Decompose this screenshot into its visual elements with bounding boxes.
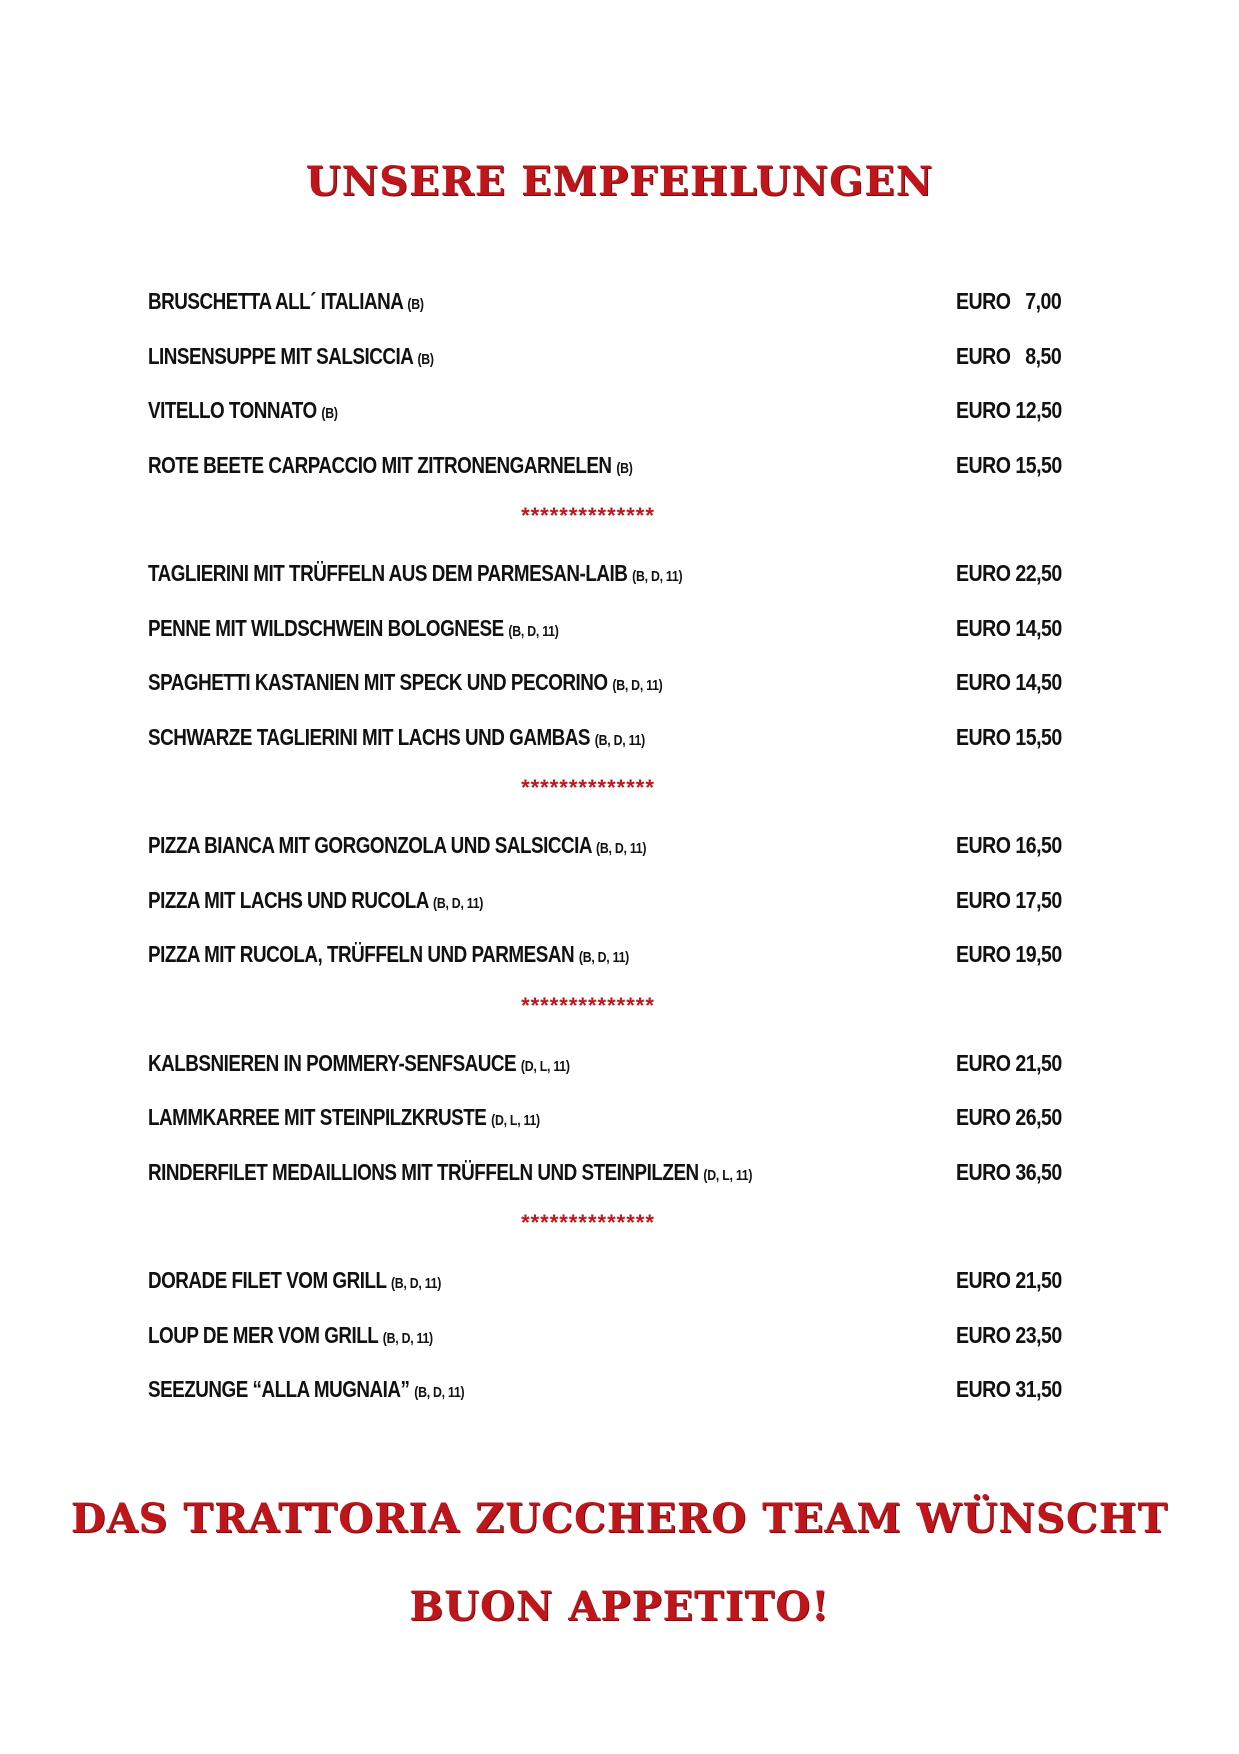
menu-item xyxy=(148,936,1088,991)
menu-item-price: EURO 22,50 xyxy=(956,560,1062,586)
menu-item-allergens: (B) xyxy=(321,405,338,422)
section-separator: ************** xyxy=(521,775,655,800)
menu-item xyxy=(148,1045,1088,1100)
menu-item-name: KALBSNIEREN IN POMMERY-SENFSAUCE (D, L, 11) xyxy=(148,1049,570,1076)
menu-item xyxy=(148,827,1088,882)
menu-item-allergens: (B, D, 11) xyxy=(414,1384,465,1401)
menu-item-price: EURO 26,50 xyxy=(956,1104,1062,1130)
menu-item-name: VITELLO TONNATO (B) xyxy=(148,397,338,423)
menu-item-allergens: (B, D, 11) xyxy=(594,731,645,749)
menu-item-name: SPAGHETTI KASTANIEN MIT SPECK UND PECORINO (B, D, 11) xyxy=(148,669,663,695)
menu-item-price: EURO 16,50 xyxy=(956,832,1062,858)
menu-item-name: SEEZUNGE “ALLA MUGNAIA” (B, D, 11) xyxy=(148,1376,465,1402)
menu-item-allergens: (B, D, 11) xyxy=(632,568,683,585)
menu-item-allergens: (B) xyxy=(407,296,424,313)
footer-buon-appetito: BUON APPETITO! xyxy=(409,1583,830,1630)
menu-item xyxy=(148,719,1088,774)
menu-item-allergens: (D, L, 11) xyxy=(703,1166,753,1184)
menu-item-name: LAMMKARREE MIT STEINPILZKRUSTE (D, L, 11) xyxy=(148,1104,540,1130)
menu-item-name: BRUSCHETTA ALL´ ITALIANA (B) xyxy=(148,288,424,314)
menu-item-name: PIZZA MIT LACHS UND RUCOLA (B, D, 11) xyxy=(148,886,484,913)
menu-item-name: LOUP DE MER VOM GRILL (B, D, 11) xyxy=(148,1321,433,1348)
menu-item-name: ROTE BEETE CARPACCIO MIT ZITRONENGARNELEN (B) xyxy=(148,451,633,478)
menu-item-price: EURO 31,50 xyxy=(956,1376,1062,1402)
menu-item-allergens: (B, D, 11) xyxy=(382,1329,433,1347)
menu-item xyxy=(148,1099,1088,1154)
menu-item-price: EURO 8,50 xyxy=(956,342,1062,369)
menu-item-name: RINDERFILET MEDAILLIONS MIT TRÜFFELN UND STEINPILZEN (D, L, 11) xyxy=(148,1158,753,1185)
menu-section-starters xyxy=(148,283,1088,501)
menu-item xyxy=(148,338,1088,393)
menu-item-name: PIZZA BIANCA MIT GORGONZOLA UND SALSICCIA (B, D, 11) xyxy=(148,832,647,858)
menu-item-name: LINSENSUPPE MIT SALSICCIA (B) xyxy=(148,342,434,369)
menu-item-allergens: (B) xyxy=(616,459,633,477)
menu-item-price: EURO 21,50 xyxy=(956,1049,1062,1076)
menu-list xyxy=(148,283,1088,1426)
menu-item-allergens: (B, D, 11) xyxy=(596,840,647,857)
menu-item-allergens: (D, L, 11) xyxy=(491,1112,540,1129)
menu-item-name: PIZZA MIT RUCOLA, TRÜFFELN UND PARMESAN (B, D, 11) xyxy=(148,941,630,967)
menu-item xyxy=(148,283,1088,338)
menu-item-allergens: (B, D, 11) xyxy=(612,677,663,694)
menu-item-price: EURO 36,50 xyxy=(956,1158,1062,1185)
menu-item xyxy=(148,447,1088,502)
menu-item xyxy=(148,1154,1088,1209)
section-separator: ************** xyxy=(521,992,655,1018)
menu-item xyxy=(148,392,1088,447)
menu-item-name: SCHWARZE TAGLIERINI MIT LACHS UND GAMBAS (B, D, 11) xyxy=(148,723,645,750)
section-separator: ************** xyxy=(521,503,655,528)
menu-item-allergens: (B, D, 11) xyxy=(390,1275,442,1292)
menu-item xyxy=(148,555,1088,610)
section-separator: ************** xyxy=(521,1210,655,1235)
menu-item-allergens: (B, D, 11) xyxy=(508,622,559,640)
menu-item-allergens: (B, D, 11) xyxy=(578,949,630,966)
menu-item-price: EURO 7,00 xyxy=(956,288,1062,314)
menu-item-name: DORADE FILET VOM GRILL (B, D, 11) xyxy=(148,1267,442,1293)
menu-item-price: EURO 19,50 xyxy=(956,941,1062,967)
menu-item-name: TAGLIERINI MIT TRÜFFELN AUS DEM PARMESAN-LAIB (B, D, 11) xyxy=(148,560,683,586)
menu-item xyxy=(148,1371,1088,1426)
menu-item-allergens: (B) xyxy=(417,350,434,368)
menu-item xyxy=(148,610,1088,665)
page-title: UNSERE EMPFEHLUNGEN xyxy=(305,158,934,205)
menu-item-price: EURO 15,50 xyxy=(956,451,1062,478)
menu-item xyxy=(148,1262,1088,1317)
menu-item-price: EURO 21,50 xyxy=(956,1267,1062,1293)
footer-greeting: DAS TRATTORIA ZUCCHERO TEAM WÜNSCHT xyxy=(70,1495,1169,1542)
menu-item-price: EURO 14,50 xyxy=(956,614,1062,641)
menu-item xyxy=(148,1317,1088,1372)
menu-item-price: EURO 17,50 xyxy=(956,886,1062,913)
menu-item-allergens: (B, D, 11) xyxy=(432,894,484,912)
menu-item-price: EURO 12,50 xyxy=(956,397,1062,423)
menu-section-fish xyxy=(148,1262,1088,1426)
menu-item xyxy=(148,664,1088,719)
menu-section-pizza xyxy=(148,827,1088,991)
menu-item-price: EURO 15,50 xyxy=(956,723,1062,750)
menu-item-allergens: (D, L, 11) xyxy=(520,1057,570,1075)
menu-item-price: EURO 23,50 xyxy=(956,1321,1062,1348)
menu-item xyxy=(148,882,1088,937)
menu-item-name: PENNE MIT WILDSCHWEIN BOLOGNESE (B, D, 11) xyxy=(148,614,559,641)
menu-item-price: EURO 14,50 xyxy=(956,669,1062,695)
menu-section-meat xyxy=(148,1045,1088,1209)
menu-section-pasta xyxy=(148,555,1088,773)
